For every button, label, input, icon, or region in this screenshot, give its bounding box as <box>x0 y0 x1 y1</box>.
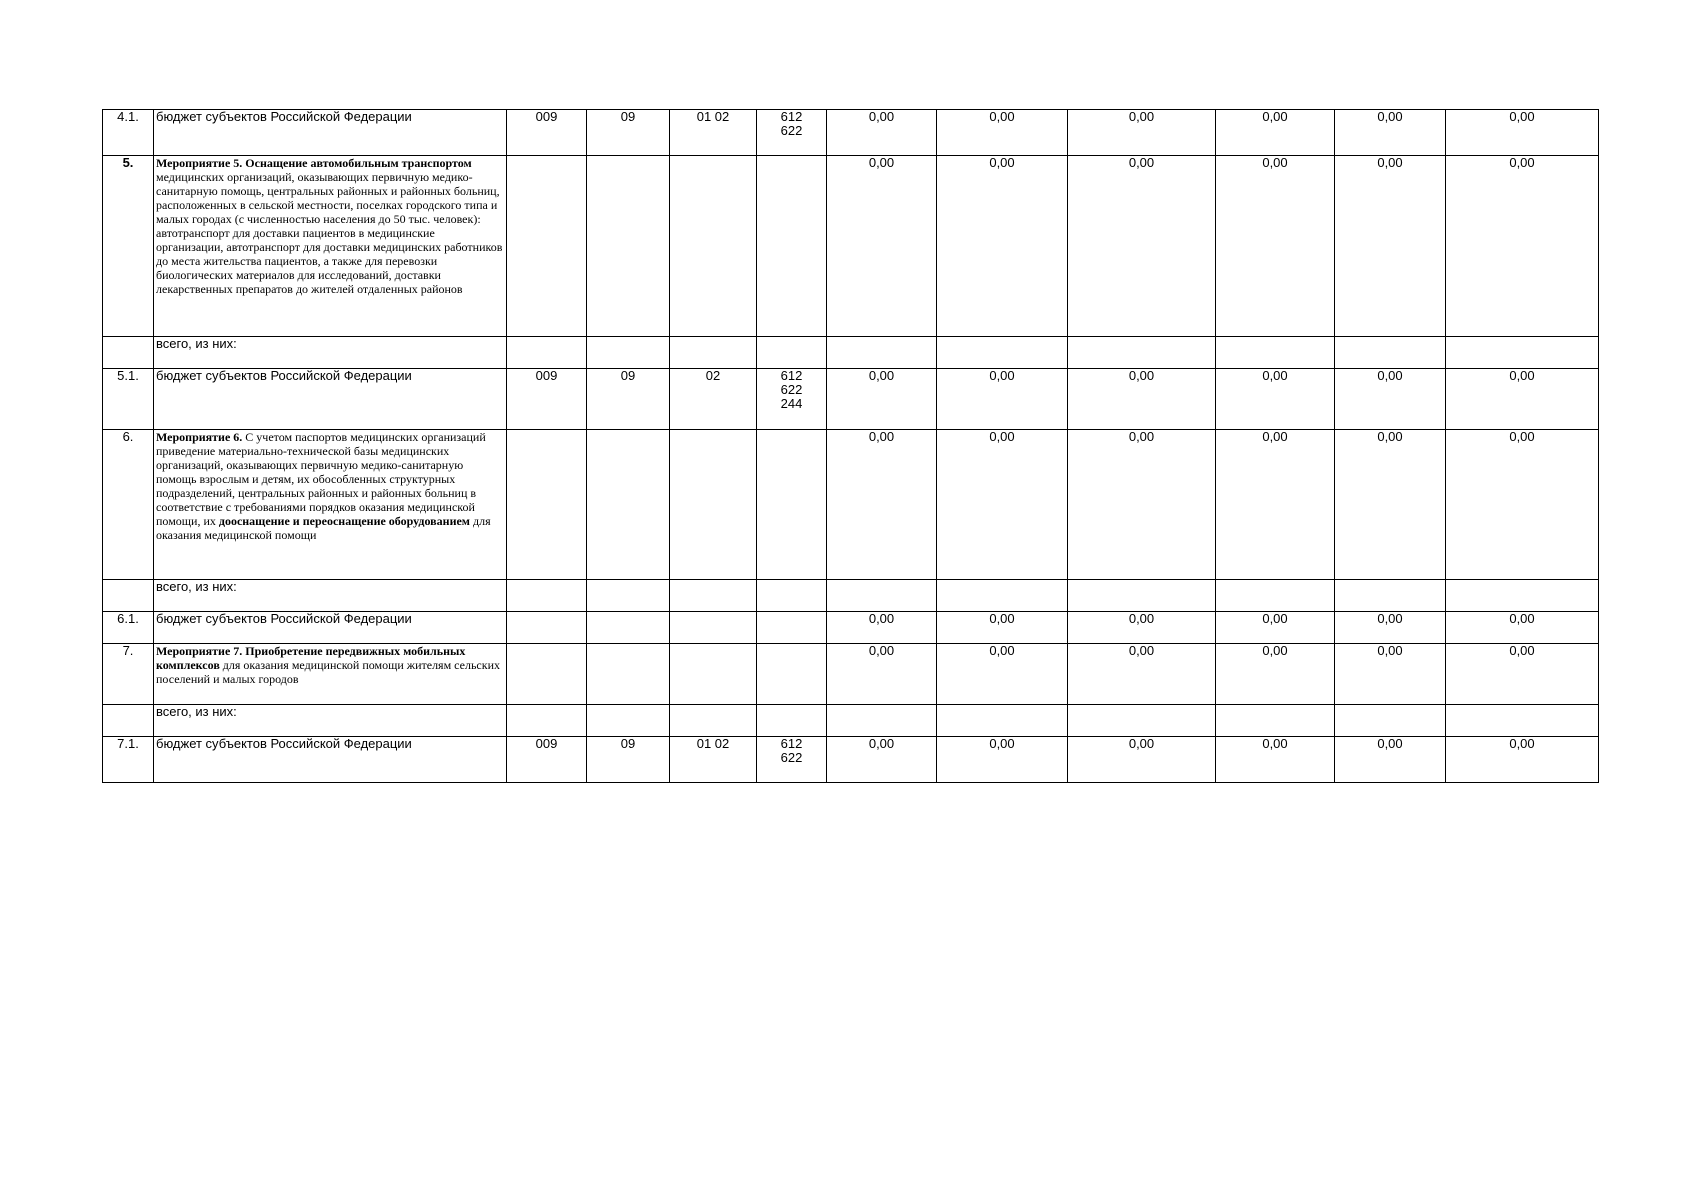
table-row <box>103 369 1599 430</box>
value-cell: 0,00 <box>937 612 1068 644</box>
value-cell: 0,00 <box>827 156 937 337</box>
empty-cell <box>670 337 757 369</box>
row-description: всего, из них: <box>154 580 507 612</box>
empty-cell <box>1216 705 1335 737</box>
value-cell: 0,00 <box>1068 369 1216 430</box>
value-cell: 0,00 <box>937 737 1068 783</box>
empty-cell <box>1446 580 1599 612</box>
vr-code-line: 612 <box>780 368 803 383</box>
empty-cell <box>757 337 827 369</box>
pr-code: 01 02 <box>670 737 757 783</box>
empty-cell <box>587 580 670 612</box>
measure-title: Мероприятие 7. Приобретение передвижных мобильных комплексов <box>156 644 466 672</box>
empty-cell <box>1068 580 1216 612</box>
empty-cell <box>1335 705 1446 737</box>
empty-cell <box>587 612 670 644</box>
empty-cell <box>507 337 587 369</box>
empty-cell <box>1335 580 1446 612</box>
empty-cell <box>937 337 1068 369</box>
rz-code: 09 <box>587 110 670 156</box>
empty-cell <box>757 644 827 705</box>
value-cell: 0,00 <box>937 369 1068 430</box>
value-cell: 0,00 <box>827 430 937 580</box>
pr-code: 02 <box>670 369 757 430</box>
table-row <box>103 580 1599 612</box>
row-number: 7. <box>103 644 154 705</box>
empty-cell <box>670 705 757 737</box>
grbs-code: 009 <box>507 737 587 783</box>
empty-cell <box>670 156 757 337</box>
value-cell: 0,00 <box>937 430 1068 580</box>
measure-highlight: дооснащение и переоснащение оборудованием <box>218 514 470 528</box>
budget-table <box>102 109 1599 783</box>
value-cell: 0,00 <box>1446 110 1599 156</box>
value-cell: 0,00 <box>1068 156 1216 337</box>
value-cell: 0,00 <box>1335 156 1446 337</box>
value-cell: 0,00 <box>1068 644 1216 705</box>
value-cell: 0,00 <box>1216 156 1335 337</box>
row-number: 4.1. <box>103 110 154 156</box>
value-cell: 0,00 <box>1216 737 1335 783</box>
empty-cell <box>1216 580 1335 612</box>
value-cell: 0,00 <box>1335 644 1446 705</box>
value-cell: 0,00 <box>1335 612 1446 644</box>
row-number: 7.1. <box>103 737 154 783</box>
empty-cell <box>937 705 1068 737</box>
value-cell: 0,00 <box>827 110 937 156</box>
value-cell: 0,00 <box>1335 737 1446 783</box>
empty-cell <box>670 612 757 644</box>
empty-cell <box>507 644 587 705</box>
value-cell: 0,00 <box>1068 430 1216 580</box>
empty-cell <box>757 580 827 612</box>
empty-cell <box>1216 337 1335 369</box>
value-cell: 0,00 <box>827 612 937 644</box>
measure-title: Мероприятие 6. <box>156 430 243 444</box>
table-row <box>103 612 1599 644</box>
row-number: 6.1. <box>103 612 154 644</box>
rz-code: 09 <box>587 369 670 430</box>
empty-cell <box>757 156 827 337</box>
empty-cell <box>670 580 757 612</box>
empty-cell <box>507 430 587 580</box>
empty-cell <box>507 612 587 644</box>
value-cell: 0,00 <box>1446 430 1599 580</box>
value-cell: 0,00 <box>1335 369 1446 430</box>
row-number: 6. <box>103 430 154 580</box>
empty-cell <box>103 337 154 369</box>
value-cell: 0,00 <box>937 110 1068 156</box>
empty-cell <box>103 705 154 737</box>
value-cell: 0,00 <box>1216 369 1335 430</box>
value-cell: 0,00 <box>1335 110 1446 156</box>
row-number: 5.1. <box>103 369 154 430</box>
table-row <box>103 110 1599 156</box>
empty-cell <box>827 580 937 612</box>
measure-title: Мероприятие 5. Оснащение автомобильным транспортом <box>156 156 472 170</box>
empty-cell <box>507 580 587 612</box>
vr-code <box>757 737 827 783</box>
row-description: бюджет субъектов Российской Федерации <box>154 737 507 783</box>
measure-text: медицинских организаций, оказывающих первичную медико-санитарную помощь, центральных районных и районных больниц, расположенных в сельской местности, поселках городского типа и малых городах (с численностью населения до 50 тыс. человек): автотранспорт для доставки пациентов в медицинские организации, автотранспорт для доставки медицинских работников до места жительства пациентов, а также для перевозки биологических материалов для исследований, доставки лекарственных препаратов до жителей отдаленных районов <box>156 170 503 296</box>
empty-cell <box>757 430 827 580</box>
empty-cell <box>507 156 587 337</box>
value-cell: 0,00 <box>1216 644 1335 705</box>
empty-cell <box>1068 705 1216 737</box>
table-row <box>103 156 1599 337</box>
vr-code <box>757 369 827 430</box>
value-cell: 0,00 <box>1068 737 1216 783</box>
value-cell: 0,00 <box>1068 110 1216 156</box>
pr-code: 01 02 <box>670 110 757 156</box>
table-row <box>103 644 1599 705</box>
empty-cell <box>587 337 670 369</box>
row-description <box>154 156 507 337</box>
value-cell: 0,00 <box>1335 430 1446 580</box>
value-cell: 0,00 <box>1446 156 1599 337</box>
vr-code-line: 622 <box>780 750 803 765</box>
empty-cell <box>1068 337 1216 369</box>
empty-cell <box>827 705 937 737</box>
empty-cell <box>587 705 670 737</box>
empty-cell <box>587 644 670 705</box>
value-cell: 0,00 <box>1216 110 1335 156</box>
value-cell: 0,00 <box>937 156 1068 337</box>
vr-code-line: 244 <box>780 396 803 411</box>
vr-code-line: 622 <box>780 123 803 138</box>
row-description: всего, из них: <box>154 337 507 369</box>
empty-cell <box>757 612 827 644</box>
value-cell: 0,00 <box>937 644 1068 705</box>
row-description: бюджет субъектов Российской Федерации <box>154 612 507 644</box>
value-cell: 0,00 <box>1446 644 1599 705</box>
row-description <box>154 430 507 580</box>
row-description <box>154 644 507 705</box>
table-row <box>103 337 1599 369</box>
value-cell: 0,00 <box>827 369 937 430</box>
table-row <box>103 430 1599 580</box>
empty-cell <box>937 580 1068 612</box>
empty-cell <box>670 644 757 705</box>
row-description: всего, из них: <box>154 705 507 737</box>
measure-text: для оказания медицинской помощи жителям сельских поселений и малых городов <box>156 658 501 686</box>
empty-cell <box>1446 705 1599 737</box>
table-row <box>103 737 1599 783</box>
vr-code <box>757 110 827 156</box>
empty-cell <box>757 705 827 737</box>
grbs-code: 009 <box>507 110 587 156</box>
value-cell: 0,00 <box>1216 612 1335 644</box>
empty-cell <box>1335 337 1446 369</box>
rz-code: 09 <box>587 737 670 783</box>
grbs-code: 009 <box>507 369 587 430</box>
value-cell: 0,00 <box>1068 612 1216 644</box>
table-row <box>103 705 1599 737</box>
value-cell: 0,00 <box>1446 369 1599 430</box>
empty-cell <box>587 430 670 580</box>
vr-code-line: 622 <box>780 382 803 397</box>
measure-text: для оказания медицинской помощи <box>156 514 491 542</box>
empty-cell <box>827 337 937 369</box>
vr-code-line: 612 <box>780 736 803 751</box>
vr-code-line: 612 <box>780 109 803 124</box>
empty-cell <box>670 430 757 580</box>
measure-text: С учетом паспортов медицинских организаций приведение материально-технической базы медицинских организаций, оказывающих первичную медико-санитарную помощь взрослым и детям, их обособленных структурных подразделений, центральных районных и районных больниц в соответствие с требованиями порядков оказания медицинской помощи, их <box>156 430 486 528</box>
value-cell: 0,00 <box>1446 612 1599 644</box>
empty-cell <box>103 580 154 612</box>
value-cell: 0,00 <box>1216 430 1335 580</box>
value-cell: 0,00 <box>827 737 937 783</box>
empty-cell <box>1446 337 1599 369</box>
row-number: 5. <box>103 156 154 337</box>
value-cell: 0,00 <box>1446 737 1599 783</box>
empty-cell <box>587 156 670 337</box>
value-cell: 0,00 <box>827 644 937 705</box>
empty-cell <box>507 705 587 737</box>
row-description: бюджет субъектов Российской Федерации <box>154 369 507 430</box>
row-description: бюджет субъектов Российской Федерации <box>154 110 507 156</box>
